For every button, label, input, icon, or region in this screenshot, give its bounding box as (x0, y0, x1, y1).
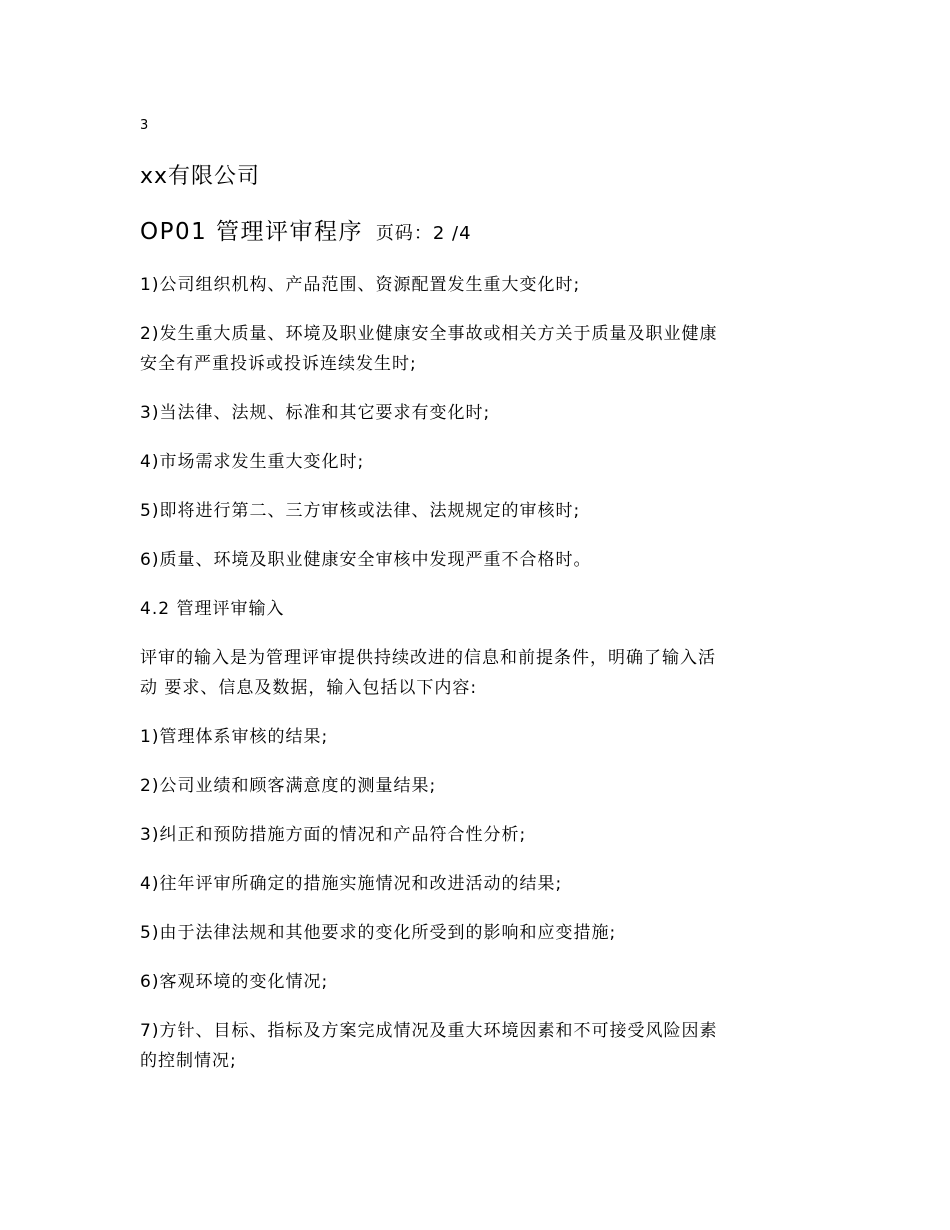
paragraph-line: 5)即将进行第二、三方审核或法律、法规规定的审核时; (140, 501, 581, 521)
paragraph-line: 3)纠正和预防措施方面的情况和产品符合性分析; (140, 825, 527, 845)
paragraph (140, 594, 820, 624)
paragraph (140, 319, 820, 379)
paragraph-line: 动 要求、信息及数据，输入包括以下内容: (140, 678, 478, 698)
paragraph-line: 的控制情况; (140, 1051, 237, 1071)
paragraph-line: 4)市场需求发生重大变化时; (140, 452, 365, 472)
company-name: xx有限公司 (140, 164, 261, 189)
paragraph-line: 7)方针、目标、指标及方案完成情况及重大环境因素和不可接受风险因素 (140, 1021, 718, 1041)
paragraph (140, 918, 820, 948)
paragraph (140, 1016, 820, 1076)
paragraph (140, 545, 820, 575)
paragraph (140, 643, 820, 703)
paragraph-line: 1)管理体系审核的结果; (140, 727, 329, 747)
paragraph (140, 270, 820, 300)
paragraph (140, 398, 820, 428)
page-code: 页码：2 /4 (375, 223, 472, 244)
paragraph-line: 安全有严重投诉或投诉连续发生时; (140, 354, 417, 374)
document-title-main: OP01 管理评审程序 (140, 219, 364, 245)
document-title (140, 216, 472, 250)
paragraph-line: 6)质量、环境及职业健康安全审核中发现严重不合格时。 (140, 550, 592, 570)
paragraph (140, 820, 820, 850)
paragraph-line: 1)公司组织机构、产品范围、资源配置发生重大变化时; (140, 275, 581, 295)
page-number: 3 (140, 118, 149, 133)
paragraph (140, 722, 820, 752)
paragraph (140, 496, 820, 526)
paragraph-line: 评审的输入是为管理评审提供持续改进的信息和前提条件，明确了输入活 (140, 648, 716, 668)
paragraph (140, 771, 820, 801)
document-body (140, 270, 820, 1095)
paragraph-line: 4.2 管理评审输入 (140, 599, 285, 619)
paragraph (140, 869, 820, 899)
paragraph-line: 3)当法律、法规、标准和其它要求有变化时; (140, 403, 491, 423)
paragraph (140, 967, 820, 997)
paragraph-line: 2)发生重大质量、环境及职业健康安全事故或相关方关于质量及职业健康 (140, 324, 718, 344)
paragraph-line: 4)往年评审所确定的措施实施情况和改进活动的结果; (140, 874, 563, 894)
paragraph-line: 2)公司业绩和顾客满意度的测量结果; (140, 776, 437, 796)
paragraph-line: 5)由于法律法规和其他要求的变化所受到的影响和应变措施; (140, 923, 617, 943)
paragraph (140, 447, 820, 477)
paragraph-line: 6)客观环境的变化情况; (140, 972, 329, 992)
